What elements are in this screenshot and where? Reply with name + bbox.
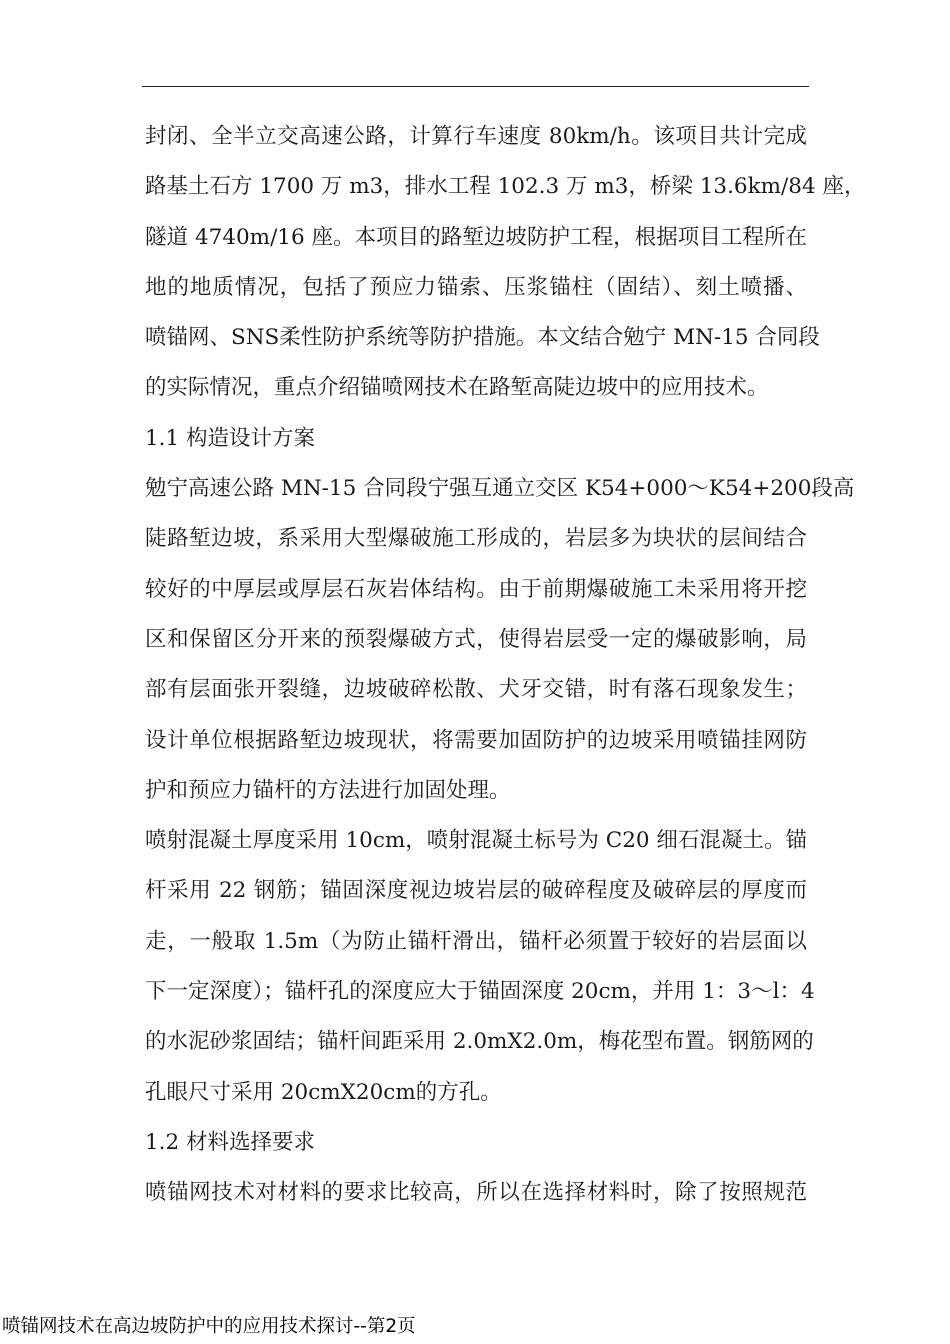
text-line: 孔眼尺寸采用 20cmX20cm的方孔。 xyxy=(145,1079,502,1105)
text-line: 设计单位根据路堑边坡现状，将需要加固防护的边坡采用喷锚挂网防 xyxy=(145,727,807,753)
text-line: 走，一般取 1.5m（为防止锚杆滑出，锚杆必须置于较好的岩层面以 xyxy=(145,928,807,954)
text-line: 喷锚网技术对材料的要求比较高，所以在选择材料时，除了按照规范 xyxy=(145,1180,807,1206)
text-line: 护和预应力锚杆的方法进行加固处理。 xyxy=(145,777,511,803)
header-rule xyxy=(142,86,809,87)
text-line: 部有层面张开裂缝，边坡破碎松散、犬牙交错，时有落石现象发生； xyxy=(145,677,807,703)
text-line: 陡路堑边坡，系采用大型爆破施工形成的，岩层多为块状的层间结合 xyxy=(145,526,807,552)
text-line: 下一定深度）；锚杆孔的深度应大于锚固深度 20cm，并用 1：3～l：4 xyxy=(145,979,815,1005)
text-line: 区和保留区分开来的预裂爆破方式，使得岩层受一定的爆破影响，局 xyxy=(145,626,807,652)
text-line: 隧道 4740m/16 座。本项目的路堑边坡防护工程，根据项目工程所在 xyxy=(145,224,807,250)
text-line: 的水泥砂浆固结；锚杆间距采用 2.0mX2.0m，梅花型布置。钢筋网的 xyxy=(145,1029,814,1055)
text-line: 路基土石方 1700 万 m3，排水工程 102.3 万 m3，桥梁 13.6km/84 座， xyxy=(145,174,866,200)
section-heading: 1.1 构造设计方案 xyxy=(145,425,316,451)
page-footer: 喷锚网技术在高边坡防护中的应用技术探讨--第2页 xyxy=(2,1316,416,1337)
section-heading: 1.2 材料选择要求 xyxy=(145,1129,316,1155)
text-line: 封闭、全半立交高速公路，计算行车速度 80km/h。该项目共计完成 xyxy=(145,124,807,149)
text-line: 较好的中厚层或厚层石灰岩体结构。由于前期爆破施工未采用将开挖 xyxy=(145,576,807,602)
text-line: 喷射混凝土厚度采用 10cm，喷射混凝土标号为 C20 细石混凝土。锚 xyxy=(145,828,807,854)
text-line: 喷锚网、SNS柔性防护系统等防护措施。本文结合勉宁 MN-15 合同段 xyxy=(145,325,820,351)
text-line: 杆采用 22 钢筋；锚固深度视边坡岩层的破碎程度及破碎层的厚度而 xyxy=(145,878,807,904)
text-line: 勉宁高速公路 MN-15 合同段宁强互通立交区 K54+000～K54+200段高 xyxy=(145,476,855,502)
page-body xyxy=(145,116,866,1223)
text-line: 的实际情况，重点介绍锚喷网技术在路堑高陡边坡中的应用技术。 xyxy=(145,375,769,401)
text-line: 地的地质情况，包括了预应力锚索、压浆锚柱（固结）、刻土喷播、 xyxy=(145,274,807,300)
